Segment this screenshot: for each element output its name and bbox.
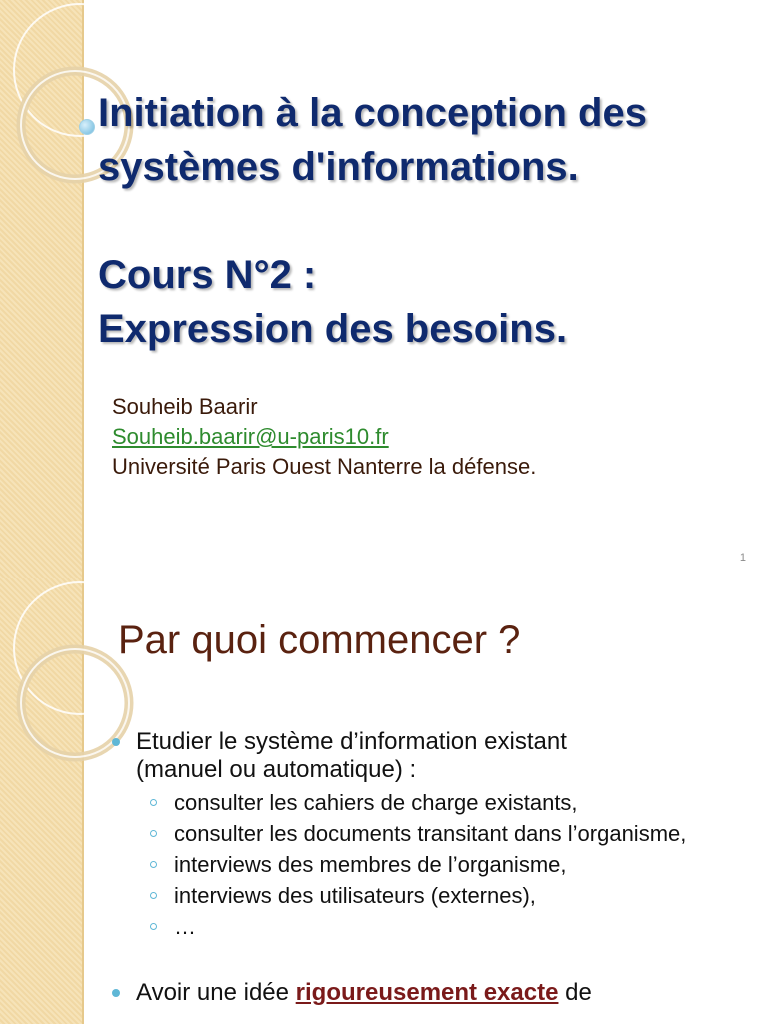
bullet-item [112, 728, 752, 939]
bullet-text: Avoir une idée [136, 979, 296, 1006]
slide-number: 1 [739, 552, 746, 564]
sub-bullet-item: … [150, 914, 752, 939]
author-block [112, 392, 536, 482]
bullet-emphasis: rigoureusement exacte [295, 979, 559, 1006]
author-affiliation: Université Paris Ouest Nanterre la défense. [112, 454, 537, 479]
sub-bullet-item: consulter les documents transitant dans l’organisme, [150, 821, 752, 846]
slide-anchor-dot-icon [79, 119, 95, 135]
slide-heading: Par quoi commencer ? [118, 618, 521, 662]
content-slide [0, 578, 768, 1024]
author-name: Souheib Baarir [112, 394, 258, 419]
sub-bullet-item: interviews des membres de l’organisme, [150, 852, 752, 877]
slide-title [98, 86, 748, 356]
bullet-text: Etudier le système d’information existant [136, 728, 567, 755]
course-subject: Expression des besoins. [98, 307, 568, 351]
bullet-item [112, 979, 752, 1007]
bullet-text: (manuel ou automatique) : [136, 756, 417, 783]
title-line: Initiation à la conception des [98, 91, 647, 135]
sub-bullet-list [136, 790, 752, 939]
sub-bullet-item: consulter les cahiers de charge existants, [150, 790, 752, 815]
title-line: systèmes d'informations. [98, 145, 579, 189]
author-email-link[interactable]: Souheib.baarir@u-paris10.fr [112, 424, 389, 449]
course-number: Cours N°2 : [98, 253, 317, 297]
bullet-text: de [558, 979, 592, 1006]
bullet-list [112, 728, 752, 1013]
sub-bullet-item: interviews des utilisateurs (externes), [150, 883, 752, 908]
